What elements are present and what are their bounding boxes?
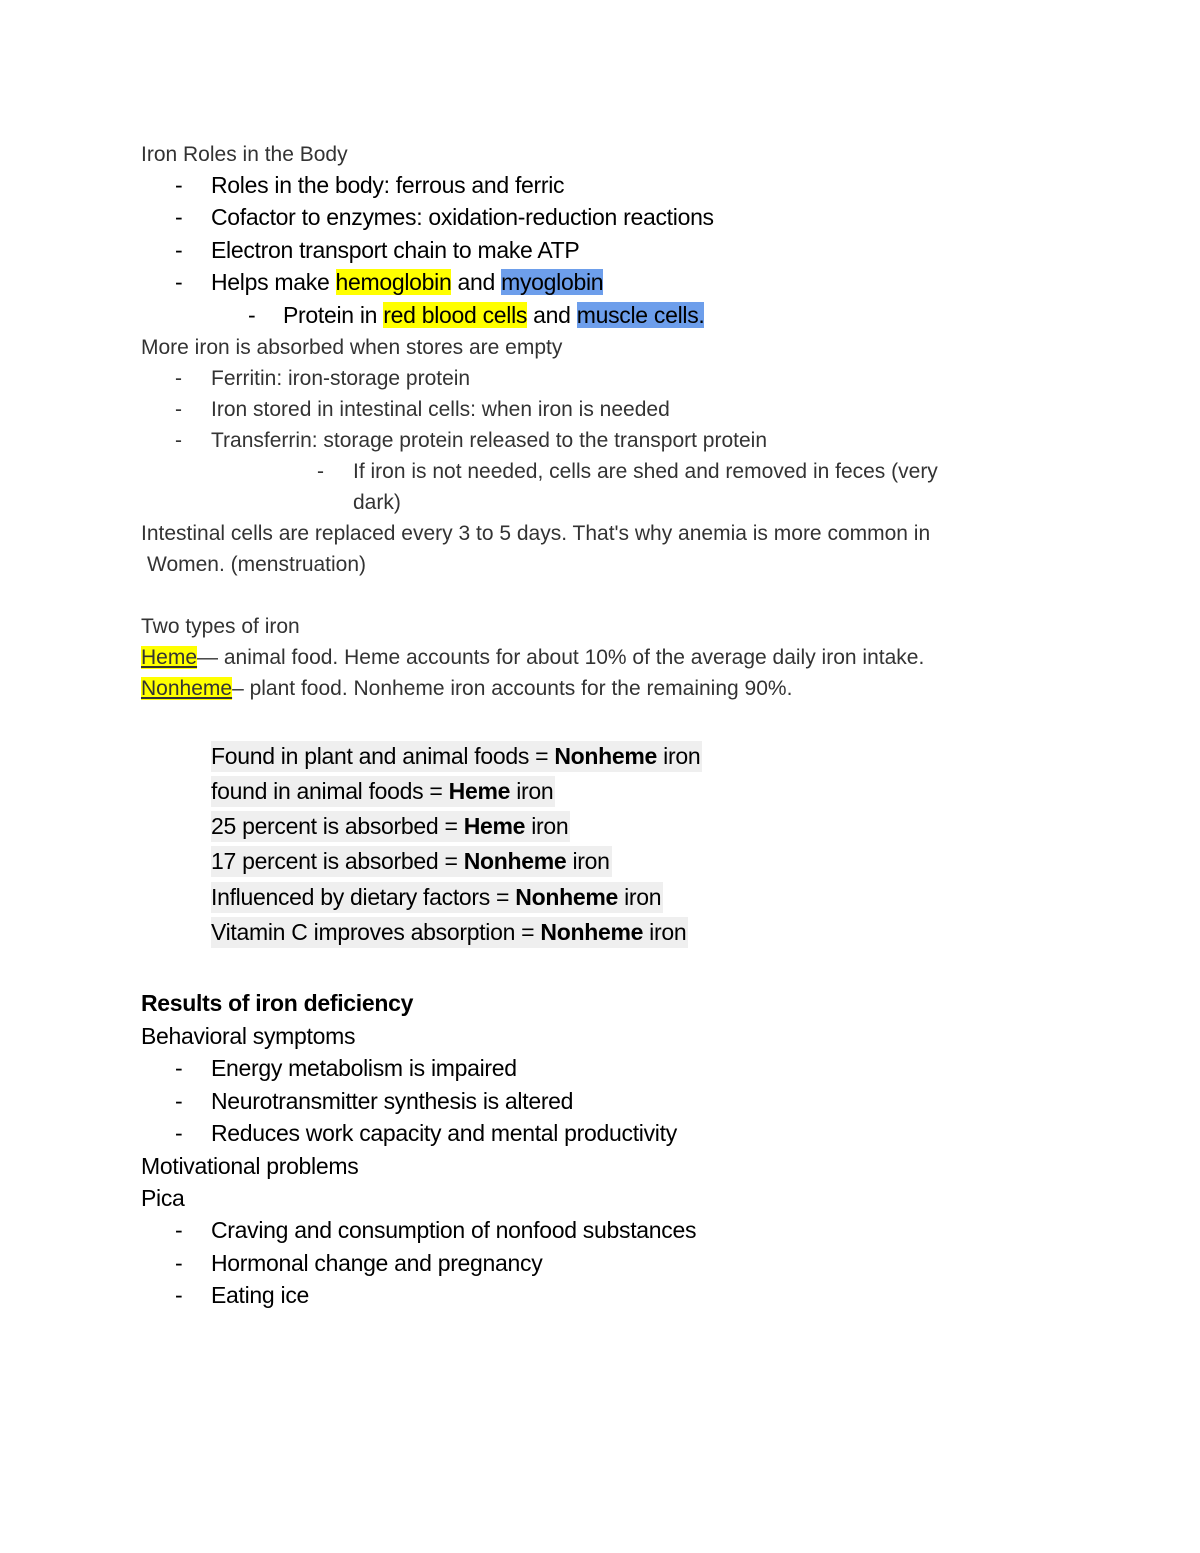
highlight-red-blood-cells: red blood cells (383, 302, 528, 328)
sub-list-item (283, 304, 704, 327)
subheading-pica: Pica (141, 1185, 185, 1211)
text-segment: – plant food. Nonheme iron accounts for the remaining 90%. (232, 677, 793, 700)
bullet-marker: - (175, 1055, 183, 1081)
paragraph-line: Women. (menstruation) (147, 553, 367, 576)
match-right: Nonheme (554, 743, 658, 769)
match-row (211, 850, 612, 873)
list-item: Energy metabolism is impaired (211, 1055, 517, 1081)
section-title-deficiency: Results of iron deficiency (141, 990, 414, 1016)
highlight-muscle-cells: muscle cells. (576, 302, 705, 328)
list-item: Hormonal change and pregnancy (211, 1250, 543, 1276)
subheading-motivational: Motivational problems (141, 1153, 359, 1179)
text-segment: Helps make (211, 269, 336, 295)
bullet-marker: - (248, 302, 256, 328)
list-item: Cofactor to enzymes: oxidation-reduction reactions (211, 204, 714, 230)
match-right: Nonheme (515, 884, 618, 910)
match-row (211, 921, 688, 944)
list-item: Iron stored in intestinal cells: when iron is needed (211, 398, 670, 421)
nonheme-definition (141, 678, 792, 699)
text-segment: — animal food. Heme accounts for about 10% of the average daily iron intake. (197, 646, 925, 669)
section-title-iron-roles: Iron Roles in the Body (141, 143, 348, 166)
match-right: Heme (463, 813, 526, 839)
match-left: 17 percent is absorbed = (211, 848, 464, 874)
bullet-marker: - (175, 269, 183, 295)
match-left: Vitamin C improves absorption = (211, 919, 541, 945)
match-left: Found in plant and animal foods = (211, 743, 555, 769)
list-item-hemoglobin (211, 271, 603, 294)
bullet-marker: - (175, 204, 183, 230)
bullet-marker: - (175, 1217, 183, 1243)
match-suffix: iron (643, 919, 687, 945)
match-right: Heme (448, 778, 511, 804)
sub-list-item-continuation: dark) (353, 491, 401, 514)
list-item: Roles in the body: ferrous and ferric (211, 172, 565, 198)
list-item: Reduces work capacity and mental productivity (211, 1120, 677, 1146)
paragraph-line: Intestinal cells are replaced every 3 to 5 days. That's why anemia is more common in (141, 522, 931, 545)
bullet-marker: - (175, 398, 182, 421)
text-segment: Protein in (283, 302, 384, 328)
bullet-marker: - (175, 172, 183, 198)
list-item: Transferrin: storage protein released to the transport protein (211, 429, 768, 452)
match-left: 25 percent is absorbed = (211, 813, 464, 839)
nonheme-term: Nonheme (141, 677, 233, 700)
match-row (211, 780, 555, 803)
section-title-types: Two types of iron (141, 615, 300, 638)
highlight-myoglobin: myoglobin (501, 269, 604, 295)
match-row (211, 886, 663, 909)
bullet-marker: - (175, 1250, 183, 1276)
bullet-marker: - (175, 1282, 183, 1308)
bullet-marker: - (317, 460, 324, 483)
match-suffix: iron (525, 813, 569, 839)
list-item: Ferritin: iron-storage protein (211, 367, 471, 390)
bullet-marker: - (175, 237, 183, 263)
match-suffix: iron (617, 884, 662, 910)
match-suffix: iron (566, 848, 610, 874)
bullet-marker: - (175, 429, 182, 452)
bullet-marker: - (175, 1088, 183, 1114)
text-segment: and (451, 269, 502, 295)
match-left: found in animal foods = (211, 778, 449, 804)
list-item: Electron transport chain to make ATP (211, 237, 580, 263)
highlight-hemoglobin: hemoglobin (335, 269, 452, 295)
bullet-marker: - (175, 367, 182, 390)
list-item: Craving and consumption of nonfood substances (211, 1217, 697, 1243)
match-row (211, 745, 702, 768)
subheading-behavioral: Behavioral symptoms (141, 1023, 356, 1049)
list-item: Eating ice (211, 1282, 310, 1308)
text-segment: and (527, 302, 577, 328)
section-title-absorption: More iron is absorbed when stores are empty (141, 336, 563, 359)
heme-term: Heme (141, 646, 198, 669)
match-suffix: iron (657, 743, 701, 769)
match-right: Nonheme (540, 919, 644, 945)
heme-definition (141, 647, 924, 668)
match-right: Nonheme (463, 848, 567, 874)
match-row (211, 815, 570, 838)
match-left: Influenced by dietary factors = (211, 884, 516, 910)
list-item: Neurotransmitter synthesis is altered (211, 1088, 574, 1114)
bullet-marker: - (175, 1120, 183, 1146)
sub-list-item: If iron is not needed, cells are shed and removed in feces (very (353, 460, 938, 483)
match-suffix: iron (510, 778, 554, 804)
